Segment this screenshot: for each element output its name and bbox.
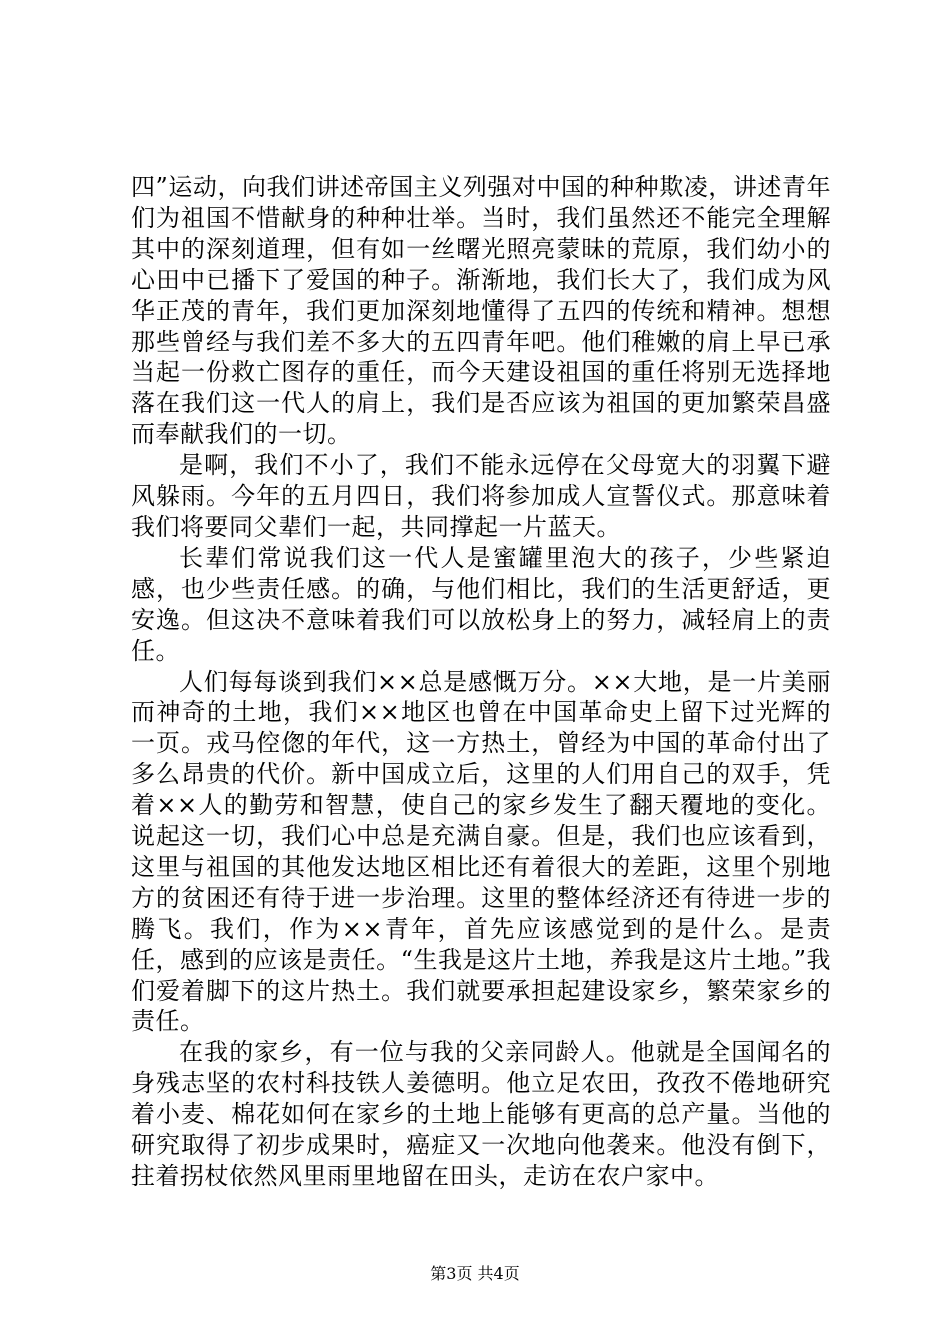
paragraph-1: 四”运动，向我们讲述帝国主义列强对中国的种种欺凌，讲述青年们为祖国不惜献身的种种壮举。当时，我们虽然还不能完全理解其中的深刻道理，但有如一丝曙光照亮蒙昧的荒原，我们幼小的心田中已播下了爱国的种子。渐渐地，我们长大了，我们成为风华正茂的青年，我们更加深刻地懂得了五四的传统和精神。想想那些曾经与我们差不多大的五四青年吧。他们稚嫩的肩上早已承当起一份救亡图存的重任，而今天建设祖国的重任将别无选择地落在我们这一代人的肩上，我们是否应该为祖国的更加繁荣昌盛而奉献我们的一切。 <box>131 173 831 449</box>
page-footer: 第3页 共4页 <box>430 1264 520 1283</box>
paragraph-5: 在我的家乡，有一位与我的父亲同龄人。他就是全国闻名的身残志坚的农村科技铁人姜德明。他立足农田，孜孜不倦地研究着小麦、棉花如何在家乡的土地上能够有更高的总产量。当他的研究取得了初步成果时，癌症又一次地向他袭来。他没有倒下，拄着拐杖依然风里雨里地留在田头，走访在农户家中。 <box>131 1038 831 1190</box>
paragraph-4: 人们每每谈到我们××总是感慨万分。××大地，是一片美丽而神奇的土地，我们××地区也曾在中国革命史上留下过光辉的一页。戎马倥偬的年代，这一方热土，曾经为中国的革命付出了多么昂贵的代价。新中国成立后，这里的人们用自己的双手，凭着××人的勤劳和智慧，使自己的家乡发生了翻天覆地的变化。说起这一切，我们心中总是充满自豪。但是，我们也应该看到，这里与祖国的其他发达地区相比还有着很大的差距，这里个别地方的贫困还有待于进一步治理。这里的整体经济还有待进一步的腾飞。我们，作为××青年，首先应该感觉到的是什么。是责任，感到的应该是责任。“生我是这片土地，养我是这片土地。”我们爱着脚下的这片热土。我们就要承担起建设家乡，繁荣家乡的责任。 <box>131 667 831 1036</box>
paragraph-2: 是啊，我们不小了，我们不能永远停在父母宽大的羽翼下避风躲雨。今年的五月四日，我们将参加成人宣誓仪式。那意味着我们将要同父辈们一起，共同撑起一片蓝天。 <box>131 451 831 541</box>
paragraph-3: 长辈们常说我们这一代人是蜜罐里泡大的孩子，少些紧迫感，也少些责任感。的确，与他们相比，我们的生活更舒适，更安逸。但这决不意味着我们可以放松身上的努力，减轻肩上的责任。 <box>131 543 831 665</box>
body-text <box>131 172 831 1192</box>
